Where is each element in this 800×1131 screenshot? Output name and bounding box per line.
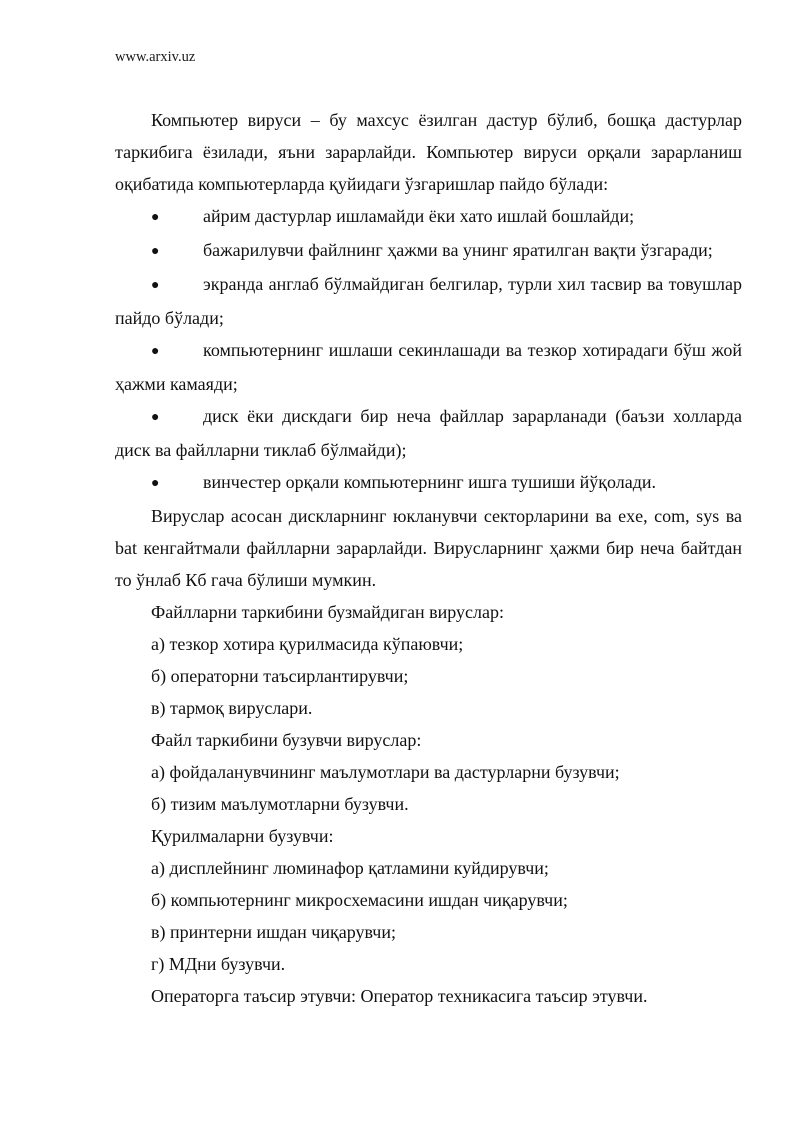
bullet-dot-icon: ●: [151, 410, 160, 425]
document-body: [115, 104, 742, 1012]
virus-targets-paragraph: Вируслар асосан дискларнинг юкланувчи секторларини ва exe, com, sys ва bat кенгайтмали файлларни зарарлайди. Вирусларнинг ҳажми бир неча байтдан то ўнлаб Кб гача бўлиши мумкин.: [115, 506, 742, 590]
closing-line: Операторга таъсир этувчи: Оператор техникасига таъсир этувчи.: [151, 986, 648, 1006]
bullet-text: компьютернинг ишлаши секинлашади ва тезкор хотирадаги бўш жой ҳажми камаяди;: [115, 340, 742, 394]
page-header-site: www.arxiv.uz: [115, 49, 196, 65]
bullet-dot-icon: ●: [151, 210, 160, 225]
bullet-item: [115, 466, 742, 500]
group1-title: Файлларни таркибини бузмайдиган вируслар:: [151, 602, 504, 622]
group3-item: в) принтерни ишдан чиқарувчи;: [151, 922, 396, 942]
bullet-text: айрим дастурлар ишламайди ёки хато ишлай бошлайди;: [203, 206, 635, 226]
bullet-item: [115, 200, 742, 234]
bullet-dot-icon: ●: [151, 244, 160, 259]
group1-item: в) тармоқ вируслари.: [151, 698, 313, 718]
bullet-dot-icon: ●: [151, 278, 160, 293]
bullet-item: [115, 400, 742, 466]
bullet-text: экранда англаб бўлмайдиган белгилар, турли хил тасвир ва товушлар пайдо бўлади;: [115, 274, 742, 328]
group3-item: а) дисплейнинг люминафор қатламини куйдирувчи;: [151, 858, 549, 878]
group3-item: б) компьютернинг микросхемасини ишдан чиқарувчи;: [151, 890, 568, 910]
bullet-dot-icon: ●: [151, 476, 160, 491]
bullet-text: диск ёки дискдаги бир неча файллар зарарланади (баъзи холларда диск ва файлларни тиклаб бўлмайди);: [115, 406, 742, 460]
group3-item: г) МДни бузувчи.: [151, 954, 286, 974]
group3-title: Қурилмаларни бузувчи:: [151, 826, 334, 846]
bullet-dot-icon: ●: [151, 344, 160, 359]
bullet-item: [115, 334, 742, 400]
group2-item: а) фойдаланувчининг маълумотлари ва дастурларни бузувчи;: [151, 762, 620, 782]
group2-title: Файл таркибини бузувчи вируслар:: [151, 730, 422, 750]
bullet-item: [115, 234, 742, 268]
bullet-item: [115, 268, 742, 334]
group1-item: а) тезкор хотира қурилмасида кўпаювчи;: [151, 634, 464, 654]
group1-item: б) операторни таъсирлантирувчи;: [151, 666, 409, 686]
bullet-text: винчестер орқали компьютернинг ишга тушиши йўқолади.: [203, 472, 657, 492]
group2-item: б) тизим маълумотларни бузувчи.: [151, 794, 409, 814]
bullet-text: бажарилувчи файлнинг ҳажми ва унинг яратилган вақти ўзгаради;: [203, 240, 713, 260]
intro-paragraph: Компьютер вируси – бу махсус ёзилган дастур бўлиб, бошқа дастурлар таркибига ёзилади, яъни зарарлайди. Компьютер вируси орқали зарарланиш оқибатида компьютерларда қуйидаги ўзгаришлар пайдо бўлади:: [115, 110, 742, 194]
